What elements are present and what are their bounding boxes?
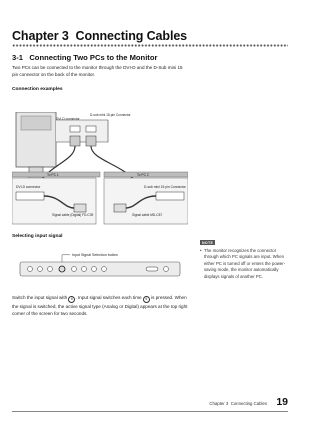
section-intro: Two PCs can be connected to the monitor through the DVI-D and the D-Sub mini 15 pin connector on the back of the monitor. bbox=[12, 65, 183, 78]
button-number-badge: 6 bbox=[143, 296, 150, 303]
callout-label: Input Signal Selection button bbox=[72, 253, 118, 257]
front-panel-illustration bbox=[12, 250, 188, 292]
note-badge: NOTE bbox=[202, 240, 214, 245]
section-heading bbox=[12, 53, 157, 62]
dotted-rule bbox=[12, 44, 288, 47]
chapter-heading bbox=[12, 29, 187, 43]
signal-cable-dsub-label: Signal cable MD-C87 bbox=[132, 213, 163, 217]
dsub-connector-label: D-sub mini 15-pin Connector bbox=[90, 113, 131, 117]
pc1-dvi-label: DVI-D connector bbox=[16, 185, 41, 189]
button-number-badge: 6 bbox=[68, 296, 75, 303]
bullet-icon: • bbox=[200, 248, 202, 253]
selecting-input-heading: Selecting input signal bbox=[12, 234, 63, 239]
connection-diagram bbox=[12, 112, 188, 226]
page-number: 19 bbox=[276, 396, 288, 408]
section-number: 3-1 bbox=[12, 53, 23, 62]
to-pc1-label: To PC 1 bbox=[47, 172, 59, 177]
chapter-title: Connecting Cables bbox=[75, 29, 188, 43]
note-text: The monitor recognizes the connector through which PC signals are input. When either PC is turned off or enters the power-saving mode, the monitor automatically displays signals of another PC. bbox=[204, 248, 286, 279]
section-title: Connecting Two PCs to the Monitor bbox=[29, 53, 158, 62]
footer-rule bbox=[12, 411, 288, 412]
footer-chapter: Chapter 3 Connecting Cables bbox=[209, 401, 267, 406]
note-body bbox=[200, 248, 286, 280]
dvi-connector-label: DVI-D connector bbox=[56, 117, 80, 121]
chapter-number: Chapter 3 bbox=[12, 29, 69, 43]
dvi-plug bbox=[70, 136, 80, 146]
pc2-dsub-label: D-sub mini 15 pin Connector bbox=[144, 185, 186, 189]
dsub-plug bbox=[86, 136, 96, 146]
selecting-paragraph: Switch the input signal with 6 . Input signal switches each time 6 is pressed. When the signal is switched, the active signal type (Analog or Digital) appears at the top right corner of the screen for two seconds. bbox=[12, 295, 188, 317]
to-pc2-label: To PC 2 bbox=[137, 172, 149, 177]
connection-examples-heading: Connection examples bbox=[12, 87, 63, 92]
signal-cable-dvi-label: Signal cable (Digital) FD-C39 bbox=[52, 213, 94, 217]
input-select-button bbox=[59, 266, 65, 272]
